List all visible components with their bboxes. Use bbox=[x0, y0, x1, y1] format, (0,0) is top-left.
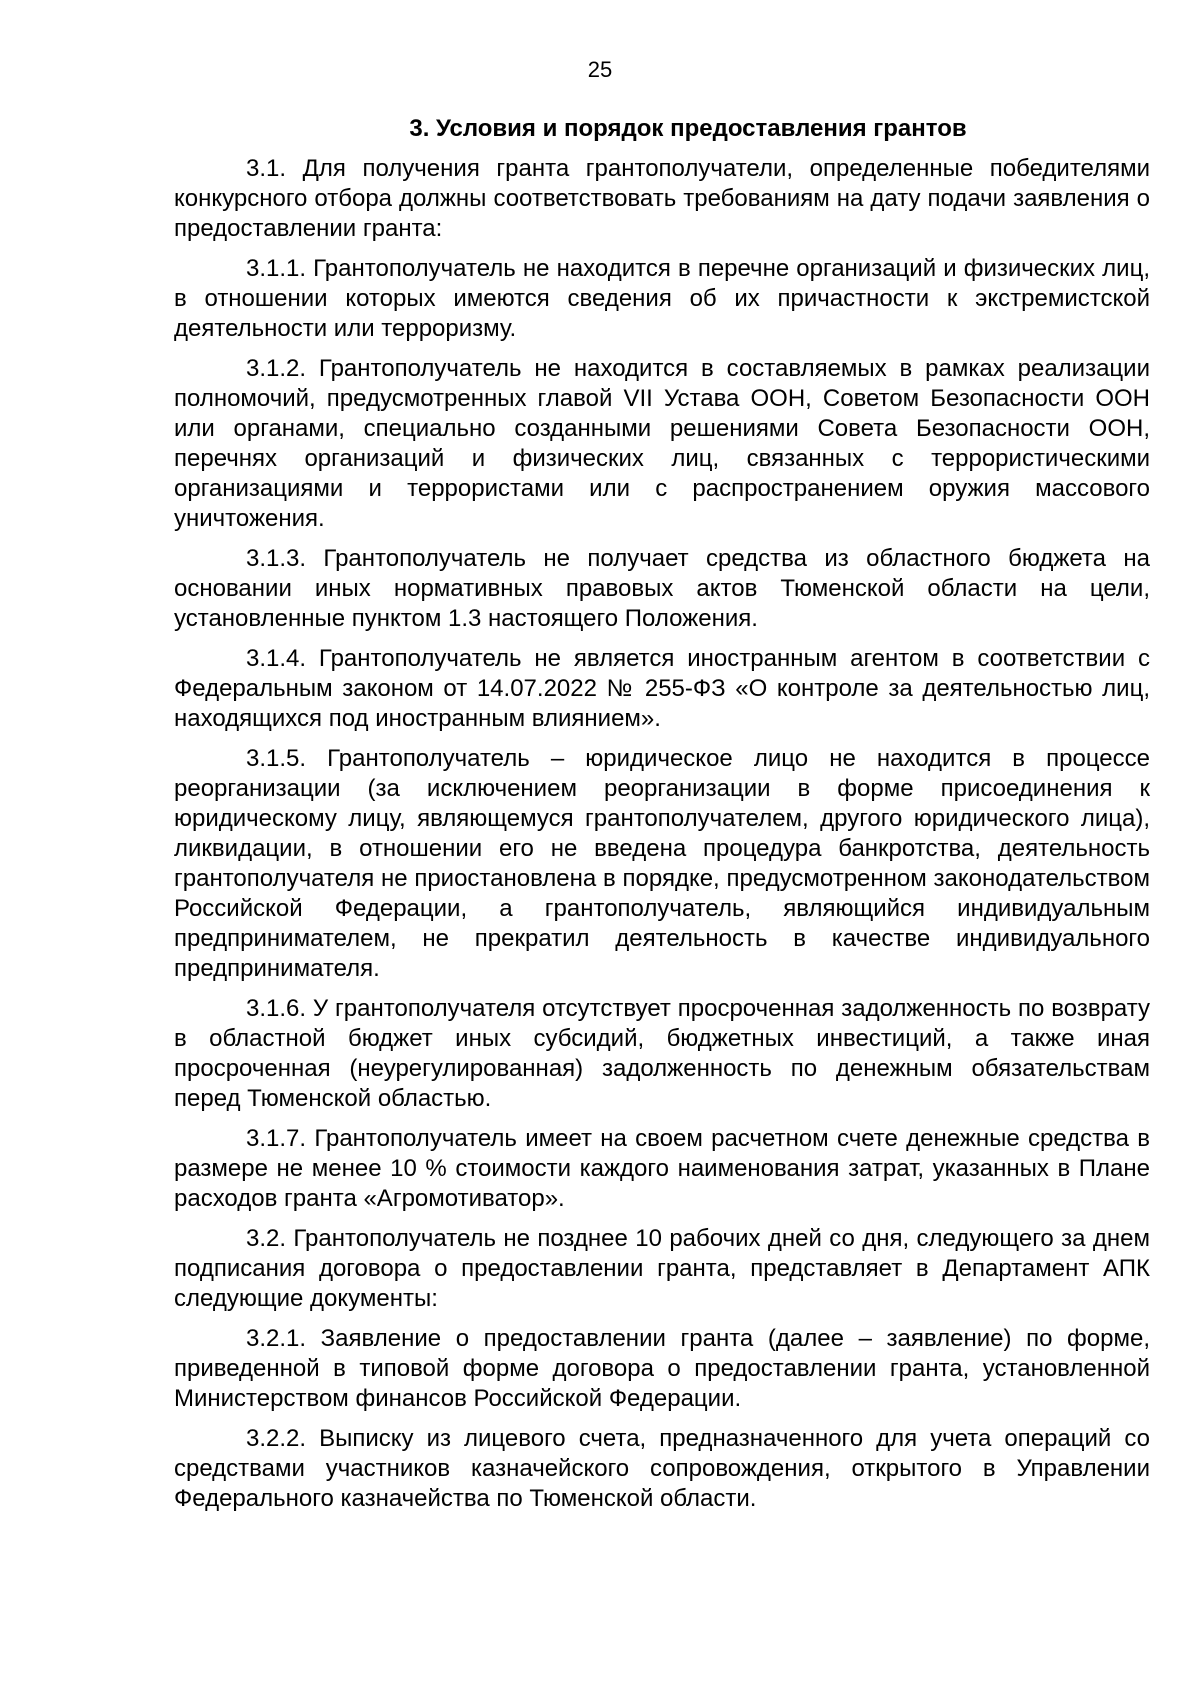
paragraph-3-1-5: 3.1.5. Грантополучатель – юридическое лицо не находится в процессе реорганизации (за исключением реорганизации в форме присоединения к юридическому лицу, являющемуся грантополучателем, другого юридического лица), ликвидации, в отношении его не введена процедура банкротства, деятельность грантополучателя не приостановлена в порядке, предусмотренном законодательством Российской Федерации, а грантополучатель, являющийся индивидуальным предпринимателем, не прекратил деятельность в качестве индивидуального предпринимателя. bbox=[174, 745, 1150, 982]
paragraph-3-2: 3.2. Грантополучатель не позднее 10 рабочих дней со дня, следующего за днем подписания договора о предоставлении гранта, представляет в Департамент АПК следующие документы: bbox=[174, 1225, 1150, 1312]
document-body bbox=[174, 112, 1150, 1524]
section-heading: 3. Условия и порядок предоставления грантов bbox=[409, 115, 967, 142]
paragraph-3-1-1: 3.1.1. Грантополучатель не находится в перечне организаций и физических лиц, в отношении которых имеются сведения об их причастности к экстремистской деятельности или терроризму. bbox=[174, 255, 1150, 342]
paragraph-3-1-6: 3.1.6. У грантополучателя отсутствует просроченная задолженность по возврату в областной бюджет иных субсидий, бюджетных инвестиций, а также иная просроченная (неурегулированная) задолженность по денежным обязательствам перед Тюменской областью. bbox=[174, 995, 1150, 1112]
paragraph-3-2-2: 3.2.2. Выписку из лицевого счета, предназначенного для учета операций со средствами участников казначейского сопровождения, открытого в Управлении Федерального казначейства по Тюменской области. bbox=[174, 1425, 1150, 1512]
paragraph-3-2-1: 3.2.1. Заявление о предоставлении гранта (далее – заявление) по форме, приведенной в типовой форме договора о предоставлении гранта, установленной Министерством финансов Российской Федерации. bbox=[174, 1325, 1150, 1412]
paragraph-3-1-2: 3.1.2. Грантополучатель не находится в составляемых в рамках реализации полномочий, предусмотренных главой VII Устава ООН, Советом Безопасности ООН или органами, специально созданными решениями Совета Безопасности ООН, перечнях организаций и физических лиц, связанных с террористическими организациями и террористами или с распространением оружия массового уничтожения. bbox=[174, 355, 1150, 532]
page-number: 25 bbox=[587, 57, 613, 82]
paragraph-3-1-4: 3.1.4. Грантополучатель не является иностранным агентом в соответствии с Федеральным законом от 14.07.2022 № 255-ФЗ «О контроле за деятельностью лиц, находящихся под иностранным влиянием». bbox=[174, 645, 1150, 732]
paragraph-3-1-3: 3.1.3. Грантополучатель не получает средства из областного бюджета на основании иных нормативных правовых актов Тюменской области на цели, установленные пунктом 1.3 настоящего Положения. bbox=[174, 545, 1150, 632]
paragraph-3-1: 3.1. Для получения гранта грантополучатели, определенные победителями конкурсного отбора должны соответствовать требованиям на дату подачи заявления о предоставлении гранта: bbox=[174, 155, 1150, 242]
paragraph-3-1-7: 3.1.7. Грантополучатель имеет на своем расчетном счете денежные средства в размере не менее 10 % стоимости каждого наименования затрат, указанных в Плане расходов гранта «Агромотиватор». bbox=[174, 1125, 1150, 1212]
